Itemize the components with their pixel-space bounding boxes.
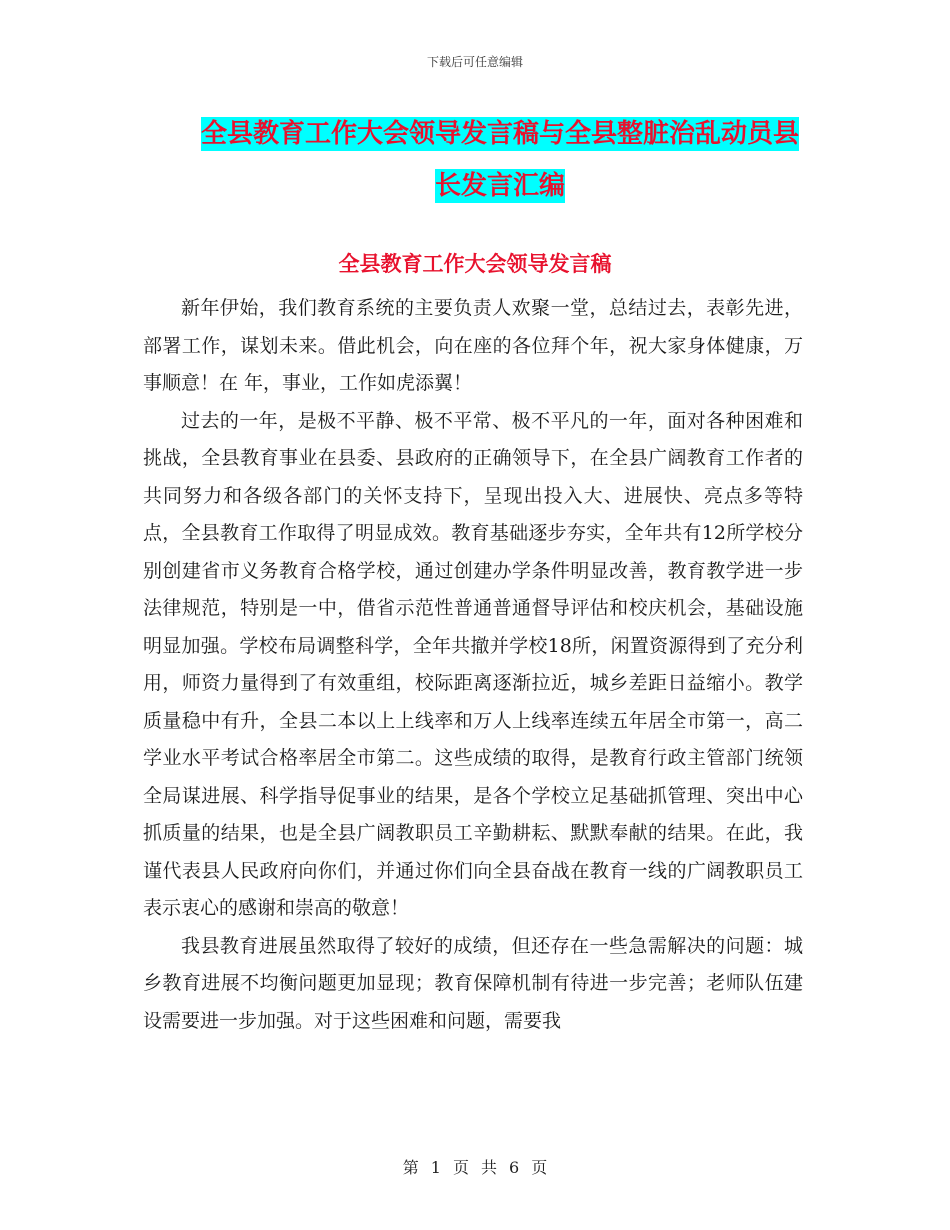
footer-page-prefix: 第 bbox=[402, 1158, 419, 1177]
document-title bbox=[190, 108, 810, 212]
title-line-1: 全县教育工作大会领导发言稿与全县整脏治乱动员县 bbox=[200, 119, 799, 149]
paragraph: 过去的一年，是极不平静、极不平常、极不平凡的一年，面对各种困难和挑战，全县教育事业在县委、县政府的正确领导下，在全县广阔教育工作者的共同努力和各级各部门的关怀支持下，呈现出投入大、进展快、亮点多等特点，全县教育工作取得了明显成效。教育基础逐步夯实，全年共有12所学校分别创建省市义务教育合格学校，通过创建办学条件明显改善，教育教学进一步法律规范，特别是一中，借省示范性普通普通督导评估和校庆机会，基础设施明显加强。学校布局调整科学，全年共撤并学校18所，闲置资源得到了充分利用，师资力量得到了有效重组，校际距离逐渐拉近，城乡差距日益缩小。教学质量稳中有升，全县二本以上上线率和万人上线率连续五年居全市第一，高二学业水平考试合格率居全市第二。这些成绩的取得，是教育行政主管部门统领全局谋进展、科学指导促事业的结果，是各个学校立足基础抓管理、突出中心抓质量的结果，也是全县广阔教职员工辛勤耕耘、默默奉献的结果。在此，我谨代表县人民政府向你们，并通过你们向全县奋战在教育一线的广阔教职员工表示衷心的感谢和崇高的敬意！ bbox=[143, 409, 803, 919]
footer-page-number: 1 bbox=[430, 1158, 441, 1177]
header-note: 下载后可任意编辑 bbox=[426, 55, 523, 69]
footer-total-prefix: 共 bbox=[481, 1158, 498, 1177]
paragraph: 我县教育进展虽然取得了较好的成绩，但还存在一些急需解决的问题：城乡教育进展不均衡问题更加显现；教育保障机制有待进一步完善；老师队伍建设需要进一步加强。对于这些困难和问题，需要我 bbox=[143, 934, 803, 1032]
body-text bbox=[143, 290, 803, 1040]
paragraph: 新年伊始，我们教育系统的主要负责人欢聚一堂，总结过去，表彰先进，部署工作，谋划未来。借此机会，向在座的各位拜个年，祝大家身体健康，万事顺意！在 年，事业，工作如虎添翼！ bbox=[143, 297, 803, 394]
page-footer bbox=[0, 1155, 950, 1178]
footer-total-pages: 6 bbox=[509, 1158, 520, 1177]
section-title: 全县教育工作大会领导发言稿 bbox=[338, 252, 612, 276]
footer-total-suffix: 页 bbox=[531, 1158, 548, 1177]
title-line-2: 长发言汇编 bbox=[434, 171, 565, 201]
footer-page-mid: 页 bbox=[452, 1158, 469, 1177]
